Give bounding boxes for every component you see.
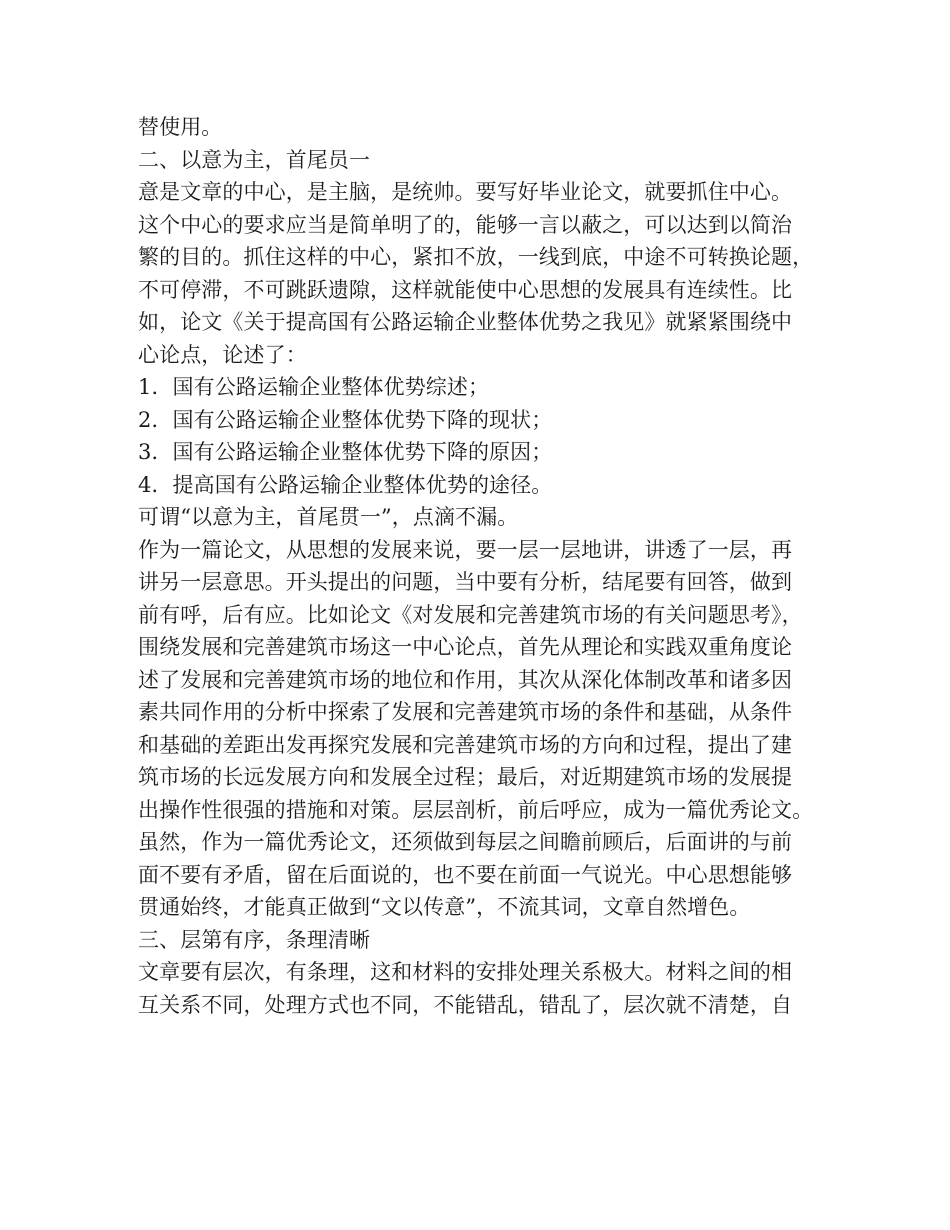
text-line: 心论点，论述了： bbox=[138, 342, 307, 367]
text-line: 出操作性很强的措施和对策。层层剖析，前后呼应，成为一篇优秀论文。 bbox=[138, 797, 814, 822]
text-line: 繁的目的。抓住这样的中心，紧扣不放，一线到底，中途不可转换论题， bbox=[138, 245, 814, 269]
text-line: 意是文章的中心，是主脑，是统帅。要写好毕业论文，就要抓住中心。 bbox=[138, 180, 793, 204]
text-line: 互关系不同，处理方式也不同，不能错乱，错乱了，层次就不清楚，自 bbox=[138, 992, 793, 1017]
text-line: 这个中心的要求应当是简单明了的，能够一言以蔽之，可以达到以简治 bbox=[138, 212, 793, 237]
text-line: 和基础的差距出发再探究发展和完善建筑市场的方向和过程，提出了建 bbox=[138, 732, 793, 757]
text-line: 文章要有层次，有条理，这和材料的安排处理关系极大。材料之间的相 bbox=[138, 960, 793, 984]
list-item: 1．国有公路运输企业整体优势综述； bbox=[138, 375, 490, 399]
text-line: 贯通始终，才能真正做到“文以传意”，不流其词，文章自然增色。 bbox=[138, 895, 751, 919]
text-line: 面不要有矛盾，留在后面说的，也不要在前面一气说光。中心思想能够 bbox=[138, 862, 793, 887]
text-line: 筑市场的长远发展方向和发展全过程；最后，对近期建筑市场的发展提 bbox=[138, 765, 793, 789]
text-line: 述了发展和完善建筑市场的地位和作用，其次从深化体制改革和诸多因 bbox=[138, 667, 793, 692]
section-heading: 二、以意为主，首尾员一 bbox=[138, 147, 371, 172]
text-line: 素共同作用的分析中探索了发展和完善建筑市场的条件和基础，从条件 bbox=[138, 700, 793, 724]
list-item: 4．提高国有公路运输企业整体优势的途径。 bbox=[138, 472, 553, 497]
text-line: 替使用。 bbox=[138, 115, 223, 139]
text-line: 不可停滞，不可跳跃遗隙，这样就能使中心思想的发展具有连续性。比 bbox=[138, 277, 793, 302]
list-item: 3．国有公路运输企业整体优势下降的原因； bbox=[138, 440, 553, 464]
section-heading: 三、层第有序，条理清晰 bbox=[138, 927, 371, 952]
text-line: 作为一篇论文，从思想的发展来说，要一层一层地讲，讲透了一层，再 bbox=[138, 537, 793, 562]
text-line: 前有呼，后有应。比如论文《对发展和完善建筑市场的有关问题思考》， bbox=[138, 602, 803, 627]
text-line: 虽然，作为一篇优秀论文，还须做到每层之间瞻前顾后，后面讲的与前 bbox=[138, 830, 793, 854]
document-body bbox=[138, 111, 828, 1021]
list-item: 2．国有公路运输企业整体优势下降的现状； bbox=[138, 407, 553, 432]
text-line: 如，论文《关于提高国有公路运输企业整体优势之我见》就紧紧围绕中 bbox=[138, 310, 793, 334]
text-line: 讲另一层意思。开头提出的问题，当中要有分析，结尾要有回答，做到 bbox=[138, 570, 793, 594]
text-line: 可谓“以意为主，首尾贯一”，点滴不漏。 bbox=[138, 505, 519, 529]
text-line: 围绕发展和完善建筑市场这一中心论点，首先从理论和实践双重角度论 bbox=[138, 635, 793, 659]
